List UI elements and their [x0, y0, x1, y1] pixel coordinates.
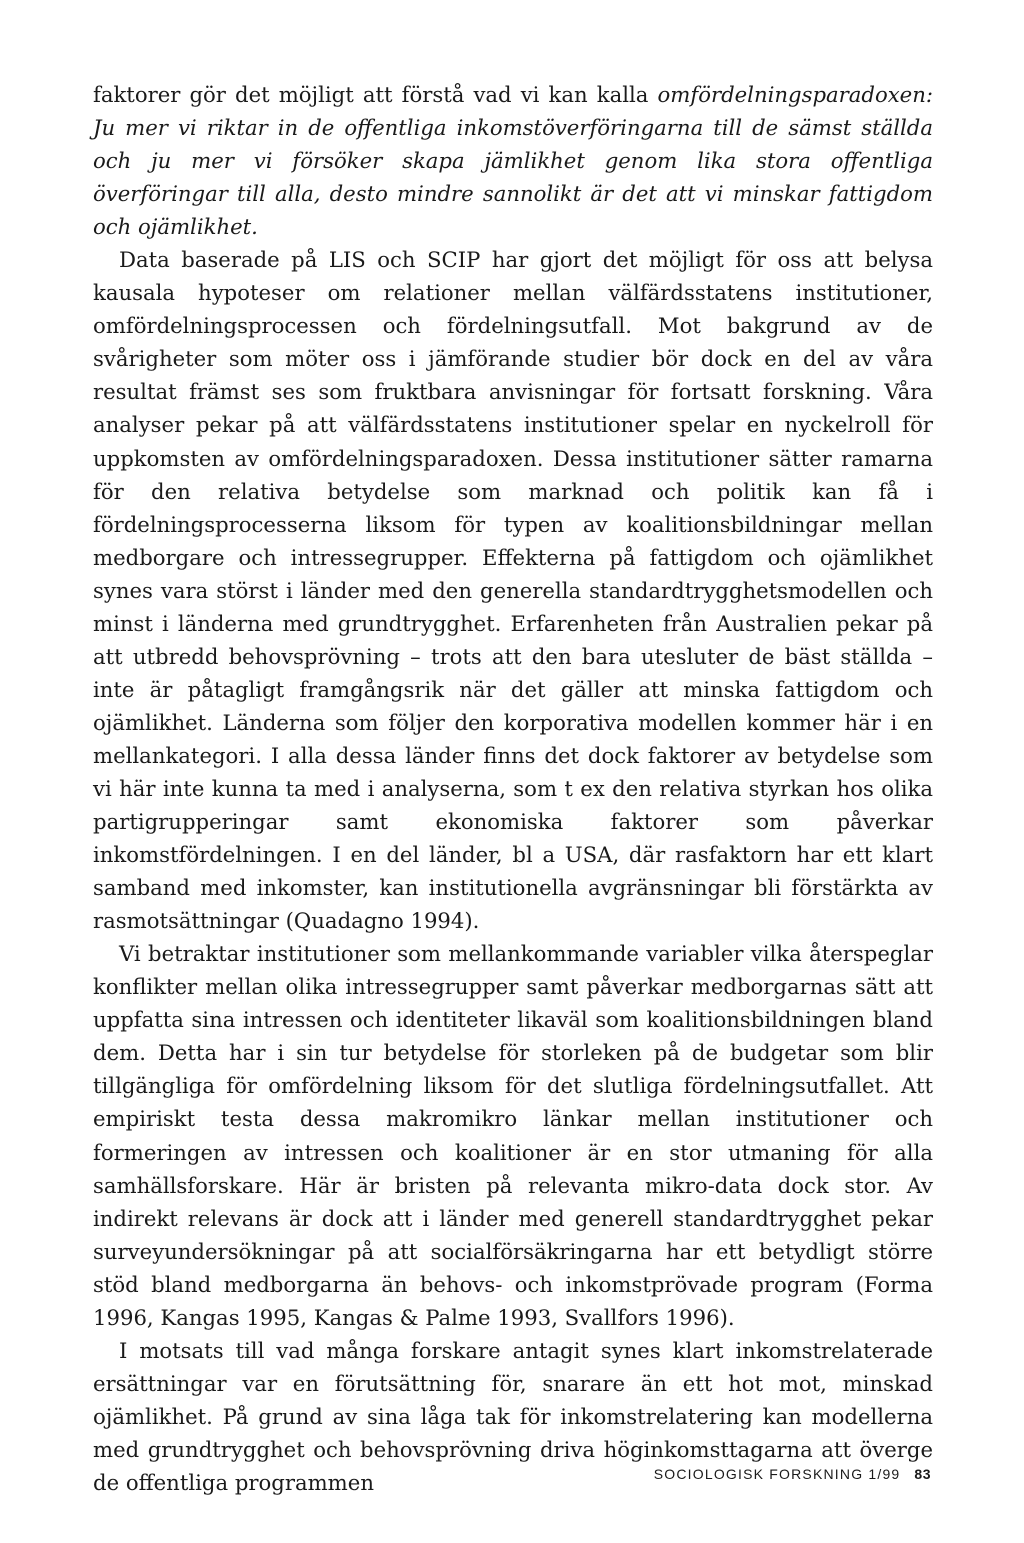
paragraph-1 — [93, 78, 933, 243]
page-body — [93, 78, 933, 1499]
paragraph-2: Data baserade på LIS och SCIP har gjort det möjligt för oss att belysa kausala hypoteser om relationer mellan välfärdsstatens institutioner, omfördelningsprocessen och fördelningsutfall. Mot bakgrund av de svårigheter som möter oss i jämförande studier bör dock en del av våra resultat främst ses som fruktbara anvisningar för fortsatt forskning. Våra analyser pekar på att välfärdsstatens institutioner spelar en nyckelroll för uppkomsten av omfördelningsparadoxen. Dessa institutioner sätter ramarna för den relativa betydelse som marknad och politik kan få i fördelningsprocesserna liksom för typen av koalitionsbildningar mellan medborgare och intressegrupper. Effekterna på fattigdom och ojämlikhet synes vara störst i länder med den generella standardtrygghetsmodellen och minst i länderna med grundtrygghet. Erfarenheten från Australien pekar på att utbredd behovsprövning – trots att den bara utesluter de bäst ställda – inte är påtagligt framgångsrik när det gäller att minska fattigdom och ojämlikhet. Länderna som följer den korporativa modellen kommer här i en mellankategori. I alla dessa länder finns det dock faktorer av betydelse som vi här inte kunna ta med i analyserna, som t ex den relativa styrkan hos olika partigrupperingar samt ekonomiska faktorer som påverkar inkomstfördelningen. I en del länder, bl a USA, där rasfaktorn har ett klart samband med inkomster, kan institutionella avgränsningar bli förstärkta av rasmotsättningar (Quadagno 1994). — [93, 247, 933, 934]
paragraph-1-lead: faktorer gör det möjligt att förstå vad vi kan kalla — [93, 82, 658, 107]
paragraph-3: Vi betraktar institutioner som mellankommande variabler vilka återspeglar konflikter mellan olika intressegrupper samt påverkar medborgarnas sätt att uppfatta sina intressen och identiteter likaväl som koalitionsbildningen bland dem. Detta har i sin tur betydelse för storleken på de budgetar som blir tillgängliga för omfördelning liksom för det slutliga fördelningsutfallet. Att empiriskt testa dessa makromikro länkar mellan institutioner och formeringen av intressen och koalitioner är en stor utmaning för alla samhällsforskare. Här är bristen på relevanta mikro-data dock stor. Av indirekt relevans är dock att i länder med generell standardtrygghet pekar surveyundersökningar på att socialförsäkringarna har ett betydligt större stöd bland medborgarna än behovs- och inkomstprövade program (Forma 1996, Kangas 1995, Kangas & Palme 1993, Svallfors 1996). — [93, 941, 933, 1330]
page-footer — [654, 1466, 931, 1482]
page-number: 83 — [914, 1466, 931, 1482]
journal-name: SOCIOLOGISK FORSKNING 1/99 — [653, 1466, 901, 1482]
paragraph-1-italic: omfördelningsparadoxen: Ju mer vi riktar in de offentliga inkomstöverföringarna till de sämst ställda och ju mer vi försöker skapa jämlikhet genom lika stora offentliga överföringar till alla, desto mindre sannolikt är det att vi minskar fattigdom och ojämlikhet. — [93, 82, 933, 240]
paragraph-4: I motsats till vad många forskare antagit synes klart inkomstrelaterade ersättningar var en förutsättning för, snarare än ett hot mot, minskad ojämlikhet. På grund av sina låga tak för inkomstrelatering kan modellerna med grundtrygghet och behovsprövning driva höginkomsttagarna att överge de offentliga programmen — [93, 1337, 933, 1495]
